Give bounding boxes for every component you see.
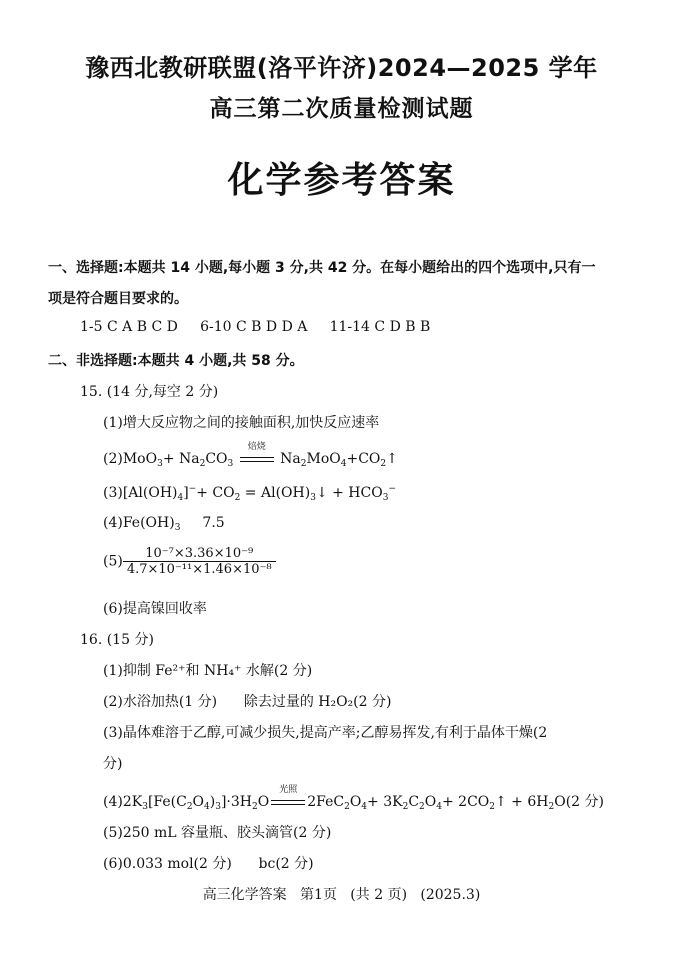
section1-heading-b: 项是符合题目要求的。 [48, 291, 188, 307]
q15-answer-1: (1)增大反应物之间的接触面积,加快反应速率 [103, 415, 380, 431]
q15-answer-2: $(2)MoO_3+ Na_2CO_3$ 焙烧 $Na_2MoO_4+CO_2↑$ [103, 442, 398, 469]
reaction-condition-arrow: 光照 [269, 794, 307, 810]
q16-answer-2: (2)水浴加热(1 分) 除去过量的 H₂O₂(2 分) [103, 694, 392, 710]
q16-header: 16. (15 分) [80, 632, 154, 648]
q15-answer-4: $(4)Fe(OH)_3$ 7.5 [103, 515, 225, 533]
q15-answer-3: $(3)[Al(OH)_4]^-+ CO_2$ = $Al(OH)_3↓ + HCO_3^-$ [103, 484, 396, 503]
choice-answers: 1-5 C A B C D 6-10 C B D D A 11-14 C D B B [80, 319, 431, 335]
q15-header: 15. (14 分,每空 2 分) [80, 384, 219, 400]
q16-answer-3a: (3)晶体难溶于乙醇,可减少损失,提高产率;乙醇易挥发,有利于晶体干燥(2 [103, 725, 548, 741]
page-footer: 高三化学答案 第1页 (共 2 页) (2025.3) [202, 887, 481, 903]
reaction-condition-arrow: 焙烧 [238, 451, 276, 467]
ratio-fraction: $\frac{\text{10⁻⁷×3.36×10⁻⁹}}{\text{4.7×10⁻¹¹×1.46×10⁻⁸}}$ [123, 546, 276, 577]
document-title-line2: 高三第二次质量检测试题 [209, 96, 474, 122]
q16-answer-3b: 分) [103, 756, 123, 772]
section2-heading: 二、非选择题:本题共 4 小题,共 58 分。 [48, 353, 304, 369]
document-main-title: 化学参考答案 [227, 160, 456, 201]
q16-answer-5: (5)250 mL 容量瓶、胶头滴管(2 分) [103, 825, 332, 841]
q16-answer-6: (6)0.033 mol(2 分) bc(2 分) [103, 856, 314, 872]
document-title-line1: 豫西北教研联盟(洛平许济)2024—2025 学年 [85, 54, 598, 82]
q16-answer-4: $(4)2K_3[Fe(C_2O_4)_3]\cdot 3H_2O$ 光照 $2FeC_2O_4+ 3K_2C_2O_4+$ $2CO_2↑ + 6H_2O(2$ 分) [103, 785, 604, 812]
section1-heading-a: 一、选择题:本题共 14 小题,每小题 3 分,共 42 分。在每小题给出的四个选项中,只有一 [48, 260, 596, 276]
q15-answer-6: (6)提高镍回收率 [103, 601, 207, 617]
q15-answer-5: (5) $\frac{\text{10⁻⁷×3.36×10⁻⁹}}{\text{4.7×10⁻¹¹×1.46×10⁻⁸}}$ [103, 546, 276, 577]
q16-answer-1: (1)抑制 Fe²⁺和 NH₄⁺ 水解(2 分) [103, 663, 313, 679]
